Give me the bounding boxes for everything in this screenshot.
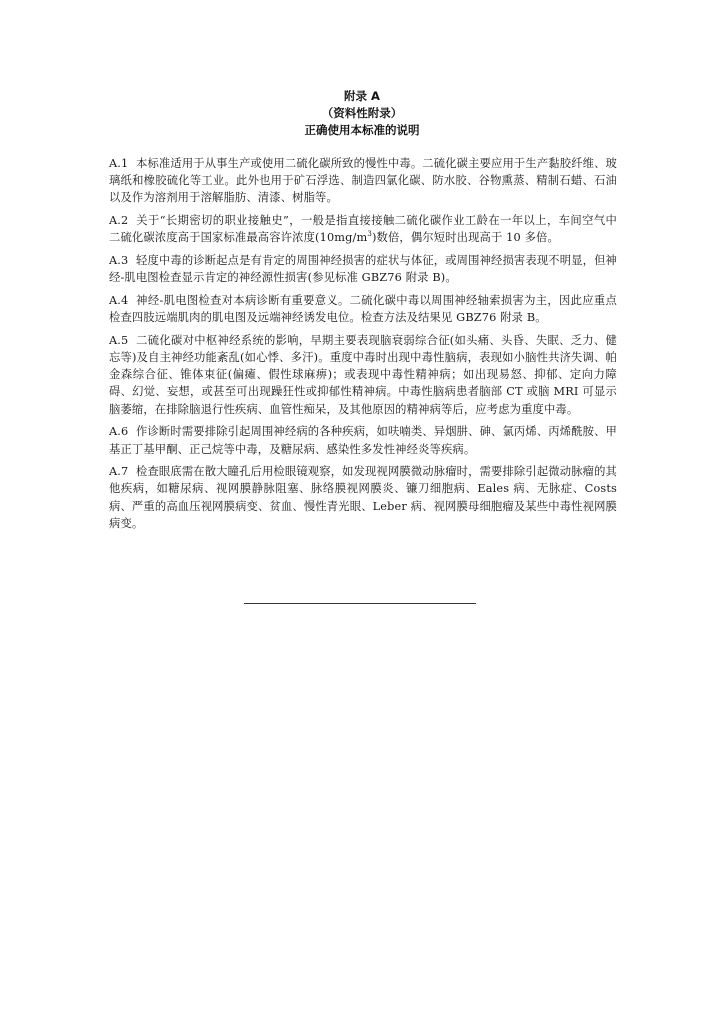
clause-number: A.2: [109, 214, 129, 228]
appendix-body: [109, 155, 617, 538]
clause-number: A.1: [109, 157, 129, 170]
superscript-3: 3: [367, 230, 372, 239]
end-of-appendix-rule: [244, 603, 476, 604]
appendix-label: 附录 A: [344, 89, 380, 103]
clause-text: 本标准适用于从事生产或使用二硫化碳所致的慢性中毒。二硫化碳主要应用于生产黏胶纤维、玻璃纸和橡胶硫化等工业。此外也用于矿石浮选、制造四氯化碳、防水胶、谷物熏蒸、精制石蜡、石油以及作为溶剂用于溶解脂肪、清漆、树脂等。: [109, 157, 617, 205]
clause-a2: [109, 212, 617, 246]
clause-text: 关于“长期密切的职业接触史”，一般是指直接接触二硫化碳作业工龄在一年以上，车间空气中二硫化碳浓度高于国家标准最高容许浓度(10mg/m: [109, 214, 617, 245]
clause-text: 作诊断时需要排除引起周围神经病的各种疾病，如呋喃类、异烟肼、砷、氯丙烯、丙烯酰胺、甲基正丁基甲酮、正己烷等中毒，及糖尿病、感染性多发性神经炎等疾病。: [109, 425, 617, 456]
clause-number: A.5: [109, 333, 129, 347]
clause-text: 轻度中毒的诊断起点是有肯定的周围神经损害的症状与体征，或周围神经损害表现不明显，但神经-肌电图检查显示肯定的神经源性损害(参见标准 GBZ76 附录 B)。: [109, 254, 617, 285]
clause-a7: [109, 463, 617, 532]
clause-a1: [109, 155, 617, 207]
clause-text: 检查眼底需在散大瞳孔后用检眼镜观察，如发现视网膜微动脉瘤时，需要排除引起微动脉瘤的其他疾病，如糖尿病、视网膜静脉阻塞、脉络膜视网膜炎、镰刀细胞病、Eales 病、无脉症、Costs 病、严重的高血压视网膜病变、贫血、慢性青光眼、Leber 病、视网膜母细胞瘤及某些中毒性视网膜病变。: [109, 465, 617, 530]
clause-text-continued: )数倍，偶尔短时出现高于 10 多倍。: [371, 231, 559, 245]
clause-text: 二硫化碳对中枢神经系统的影响，早期主要表现脑衰弱综合征(如头痛、头昏、失眠、乏力、健忘等)及自主神经功能紊乱(如心悸、多汗)。重度中毒时出现中毒性脑病，表现如小脑性共济失调、帕金森综合征、锥体束征(偏瘫、假性球麻痹)；或表现中毒性精神病；如出现易怒、抑郁、定向力障碍、幻觉、妄想，或甚至可出现躁狂性或抑郁性精神病。中毒性脑病患者脑部 CT 或脑 MRI 可显示脑萎缩，在排除脑退行性疾病、血管性痴呆，及其他原因的精神病等后，应考虑为重度中毒。: [109, 333, 617, 416]
appendix-title: 正确使用本标准的说明: [304, 123, 420, 137]
clause-a6: [109, 423, 617, 457]
clause-text: 神经-肌电图检查对本病诊断有重要意义。二硫化碳中毒以周围神经轴索损害为主，因此应重点检查四肢远端肌肉的肌电图及远端神经诱发电位。检查方法及结果见 GBZ76 附录 B。: [109, 293, 617, 325]
clause-a3: [109, 252, 617, 286]
clause-number: A.7: [109, 465, 129, 479]
clause-a4: [109, 292, 617, 326]
clause-number: A.6: [109, 425, 129, 439]
clause-a5: [109, 332, 617, 418]
appendix-nature: （资料性附录）: [321, 106, 403, 120]
clause-number: A.4: [109, 293, 129, 307]
clause-number: A.3: [109, 254, 129, 268]
